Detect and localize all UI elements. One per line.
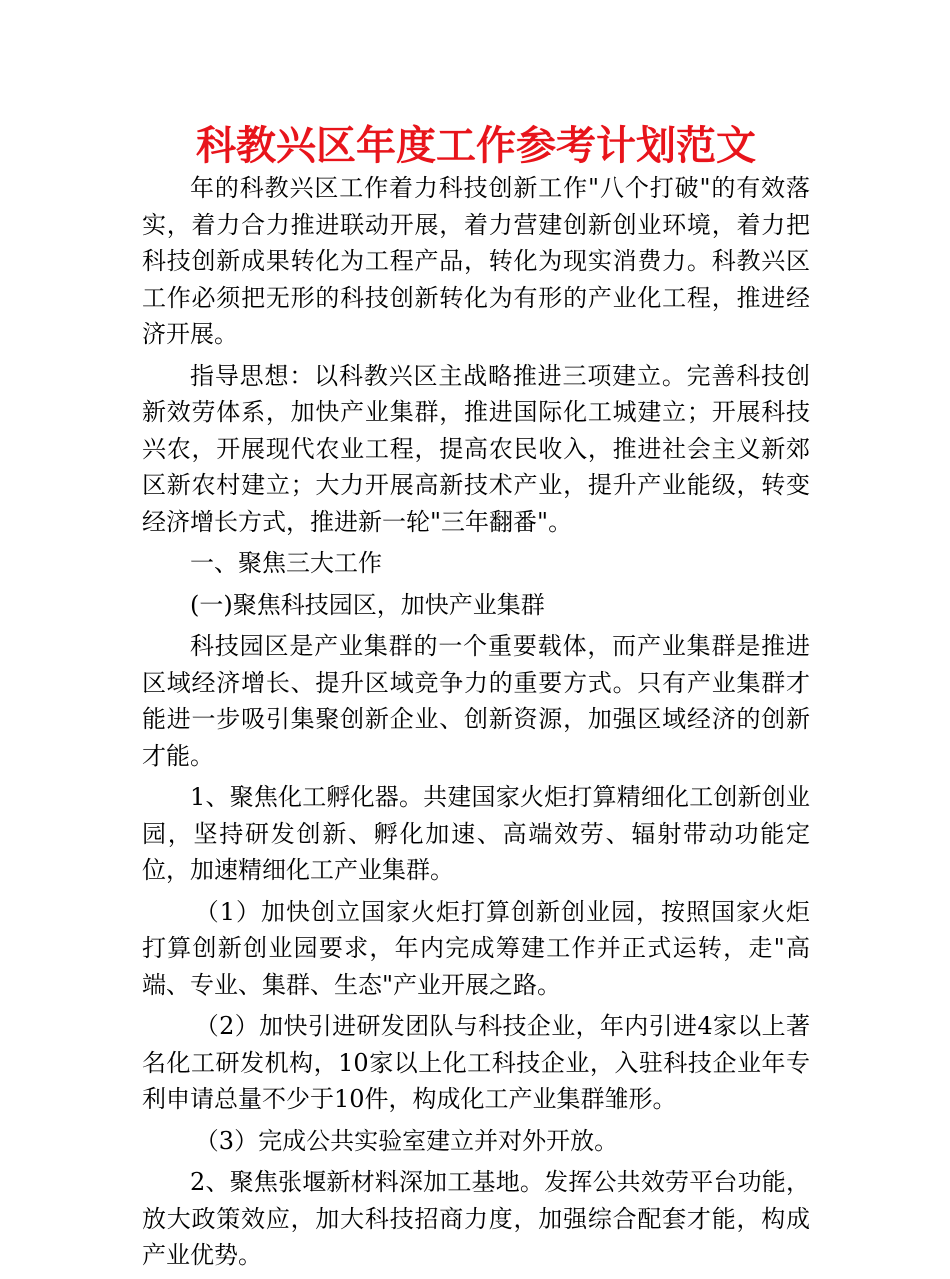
paragraph-subitem-3: （3）完成公共实验室建立并对外开放。 xyxy=(194,1126,619,1155)
paragraph-subitem-2: （2）加快引进研发团队与科技企业，年内引进4家以上著名化工研发机构，10家以上化工科技企业，入驻科技企业年专利申请总量不少于10件，构成化工产业集群雏形。 xyxy=(142,1012,810,1113)
paragraph-science-park: 科技园区是产业集群的一个重要载体，而产业集群是推进区域经济增长、提升区域竞争力的重要方式。只有产业集群才能进一步吸引集聚创新企业、创新资源，加强区域经济的创新才能。 xyxy=(142,632,810,770)
document-title: 科教兴区年度工作参考计划范文 xyxy=(196,123,756,169)
paragraph-intro: 年的科教兴区工作着力科技创新工作"八个打破"的有效落实，着力合力推进联动开展，着力营建创新创业环境，着力把科技创新成果转化为工程产品，转化为现实消费力。科教兴区工作必须把无形的科技创新转化为有形的产业化工程，推进经济开展。 xyxy=(142,174,810,348)
paragraph-item-1: 1、聚焦化工孵化器。共建国家火炬打算精细化工创新创业园，坚持研发创新、孵化加速、高端效劳、辐射带动功能定位，加速精细化工产业集群。 xyxy=(142,783,810,884)
section-heading: 一、聚焦三大工作 xyxy=(190,549,382,577)
document-page xyxy=(142,118,810,1279)
document-body xyxy=(142,170,810,1274)
paragraph-item-2: 2、聚焦张堰新材料深加工基地。发挥公共效劳平台功能，放大政策效应，加大科技招商力度，加强综合配套才能，构成产业优势。 xyxy=(142,1168,810,1269)
subsection-heading: (一)聚焦科技园区，加快产业集群 xyxy=(190,590,545,619)
paragraph-guiding-idea: 指导思想：以科教兴区主战略推进三项建立。完善科技创新效劳体系，加快产业集群，推进国际化工城建立；开展科技兴农，开展现代农业工程，提高农民收入，推进社会主义新郊区新农村建立；大力开展高新技术产业，提升产业能级，转变经济增长方式，推进新一轮"三年翻番"。 xyxy=(142,361,810,536)
paragraph-subitem-1: （1）加快创立国家火炬打算创新创业园，按照国家火炬打算创新创业园要求，年内完成筹建工作并正式运转，走"高端、专业、集群、生态"产业开展之路。 xyxy=(142,897,810,999)
